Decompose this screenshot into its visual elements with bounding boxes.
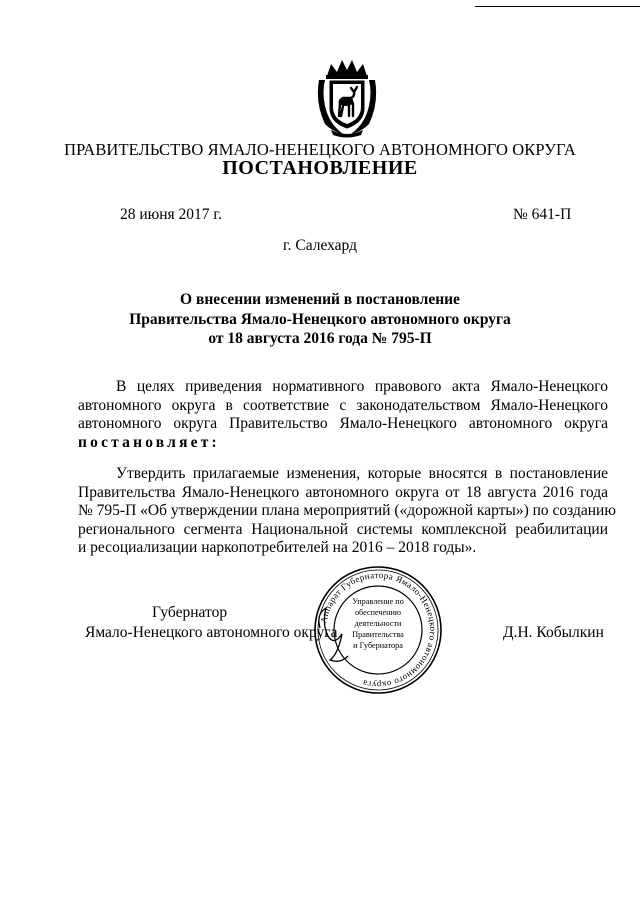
paragraph-line: № 795-П «Об утверждении плана мероприятий («дорожной карты») по созданию: [78, 502, 616, 519]
top-edge-line: [475, 6, 640, 7]
document-number: № 641-П: [513, 206, 572, 223]
paragraph-line: автономного округа Правительство Ямало-Ненецкого автономного округа: [78, 415, 608, 432]
paragraph-line: Правительства Ямало-Ненецкого автономного округа от 18 августа 2016 года: [78, 483, 608, 501]
paragraph-line: Утвердить прилагаемые изменения, которые вносятся в постановление: [116, 465, 608, 482]
svg-text:деятельности: деятельности: [354, 619, 402, 628]
paragraph-line: и ресоциализации наркопотребителей на 2016 – 2018 годы».: [78, 539, 477, 556]
subject-line: О внесении изменений в постановление: [180, 291, 460, 308]
signatory-organization: Ямало-Ненецкого автономного округа: [85, 624, 338, 641]
svg-text:обеспечению: обеспечению: [354, 608, 402, 617]
svg-text:Правительства: Правительства: [352, 630, 404, 639]
subject-line: от 18 августа 2016 года № 795-П: [208, 330, 432, 347]
body-paragraph-resolution: [78, 465, 616, 558]
paragraph-line: автономного округа в соответствие с законодательством Ямало-Ненецкого: [78, 396, 608, 414]
document-subject: [0, 290, 640, 349]
government-name: ПРАВИТЕЛЬСТВО ЯМАЛО-НЕНЕЦКОГО АВТОНОМНОГО ОКРУГА: [64, 140, 576, 159]
signatory-name: Д.Н. Кобылкин: [503, 624, 604, 641]
resolution-keyword: постановляет:: [78, 433, 220, 451]
paragraph-line: В целях приведения нормативного правового акта Ямало-Ненецкого: [116, 378, 608, 395]
svg-text:и Губернатора: и Губернатора: [353, 641, 403, 650]
body-paragraph-preamble: [78, 378, 608, 452]
document-place: г. Салехард: [283, 237, 357, 254]
coat-of-arms-emblem-icon: [313, 58, 381, 138]
paragraph-line: регионального сегмента Национальной системы комплексной реабилитации: [78, 520, 608, 538]
svg-text:Управление по: Управление по: [352, 597, 404, 606]
document-date: 28 июня 2017 г.: [120, 206, 222, 223]
subject-line: Правительства Ямало-Ненецкого автономного округа: [129, 310, 511, 328]
document-type: ПОСТАНОВЛЕНИЕ: [222, 157, 418, 179]
svg-text:Аппарат Губернатора Ямало-Нене: Аппарат Губернатора Ямало-Ненецкого автономного округа: [318, 569, 439, 691]
official-stamp-seal: [312, 564, 444, 696]
signatory-title: Губернатор: [152, 604, 228, 621]
